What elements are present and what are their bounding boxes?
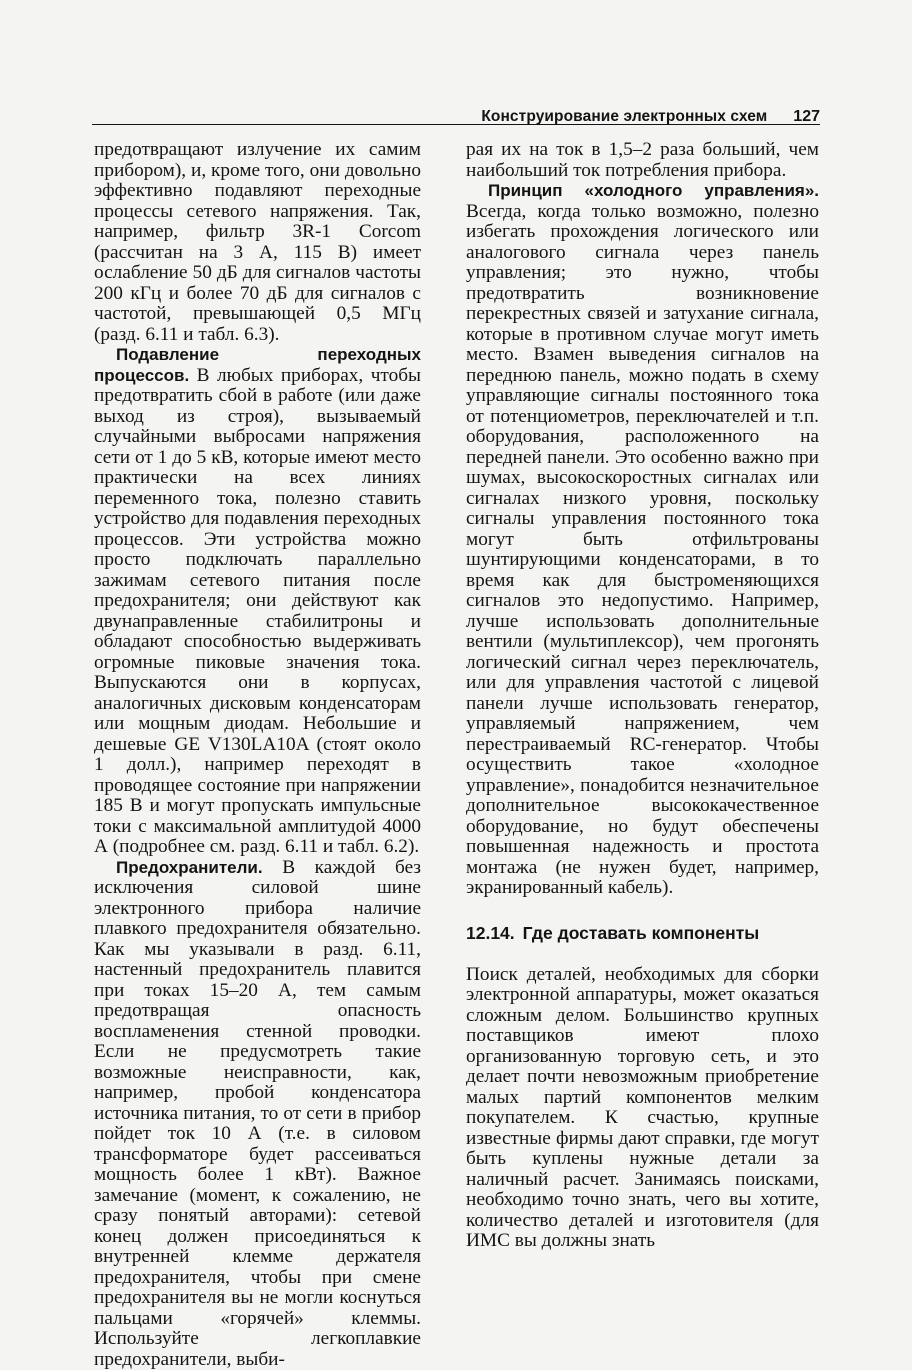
header-rule bbox=[92, 124, 820, 125]
paragraph-fuses-continued: рая их на ток в 1,5–2 раза больший, чем наибольший ток потребления прибора. bbox=[466, 140, 819, 181]
running-header bbox=[92, 100, 820, 126]
paragraph-filters-continued: предотвращают излучение их самим прибором), и, кроме того, они довольно эффективно подавляют переходные процессы сетевого напряжения. Так, например, фильтр 3R-1 Corcom (рассчитан на 3 А, 115 В) имеет ослабление 50 дБ для сигналов частоты 200 кГц и более 70 дБ для сигналов с частотой, превышающей 0,5 МГц (разд. 6.11 и табл. 6.3). bbox=[94, 140, 421, 345]
paragraph-text: В любых приборах, чтобы предотвратить сбой в работе (или даже выход из строя), вызываемый случайными выбросами напряжения сети от 1 до 5 кВ, которые имеют место практически на всех линиях переменного тока, полезно ставить устройство для подавления переходных процессов. Эти устройства можно просто подключать параллельно зажимам сетевого питания после предохранителя; они действуют как двунаправленные стабилитроны и обладают способностью выдерживать огромные пиковые значения тока. Выпускаются они в корпусах, аналогичных дисковым конденсаторам или мощным диодам. Небольшие и дешевые GE V130LA10A (стоят около 1 долл.), например переходят в проводящее состояние при напряжении 185 В и могут пропускать импульсные токи с максимальной амплитудой 4000 А (подробнее см. разд. 6.11 и табл. 6.2). bbox=[94, 365, 421, 858]
section-number: 12.14. bbox=[466, 923, 515, 943]
paragraph-text: Всегда, когда только возможно, полезно избегать прохождения логического или аналогового сигнала через панель управления; это нужно, чтобы предотвратить возникновение перекрестных связей и затухание сигнала, которые в противном случае могут иметь место. Взамен выведения сигналов на переднюю панель, можно подать в схему управляющие сигналы постоянного тока от потенциометров, переключателей и т.п. оборудования, расположенного на передней панели. Это особенно важно при шумах, высокоскоростных сигналах или сигналах низкого уровня, поскольку сигналы управления постоянного тока могут быть отфильтрованы шунтирующими конденсаторами, в то время как для быстроменяющихся сигналов это недопустимо. Например, лучше использовать дополнительные вентили (мультиплексор), чем прогонять логический сигнал через переключатель, или для управления частотой с лицевой панели лучше использовать генератор, управляемый напряжением, чем перестраиваемый RC-генератор. Чтобы осуществить такое «холодное управление», понадобится незначительное дополнительное высококачественное оборудование, но будут обеспечены повышенная надежность и простота монтажа (не нужен будет, например, экранированный кабель). bbox=[466, 201, 819, 899]
running-header-title: Конструирование электронных схем bbox=[481, 108, 767, 126]
section-heading bbox=[466, 923, 819, 943]
run-in-heading-transient-suppression: Подавление переходных процессов. bbox=[94, 345, 421, 385]
section-title: Где доставать компоненты bbox=[523, 923, 760, 943]
page-number: 127 bbox=[793, 108, 820, 126]
run-in-heading-cold-control: Принцип «холодного управления». bbox=[488, 181, 819, 200]
paragraph-text: В каждой без исключения силовой шине электронного прибора наличие плавкого предохранителя обязательно. Как мы указывали в разд. 6.11, настенный предохранитель плавится при токах 15–20 А, тем самым предотвращая опасность воспламенения стенной проводки. Если не предусмотреть такие возможные неисправности, как, например, пробой конденсатора источника питания, то от сети в прибор пойдет ток 10 А (т.е. в силовом трансформаторе будет рассеиваться мощность более 1 кВт). Важное замечание (момент, к сожалению, не сразу понятый авторами): сетевой конец должен присоединяться к внутренней клемме держателя предохранителя, чтобы при смене предохранителя вы не могли коснуться пальцами «горячей» клеммы. Используйте легкоплавкие предохранители, выби- bbox=[94, 857, 421, 1370]
paragraph-transient-suppression bbox=[94, 345, 421, 858]
run-in-heading-fuses: Предохранители. bbox=[116, 858, 263, 877]
right-column bbox=[466, 140, 819, 1252]
paragraph-where-to-get-components: Поиск деталей, необходимых для сборки электронной аппаратуры, может оказаться сложным делом. Большинство крупных поставщиков имеют плохо организованную торговую сеть, и это делает почти невозможным приобретение малых партий компонентов мелким покупателем. К счастью, крупные известные фирмы дают справки, где могут быть куплены нужные детали за наличный расчет. Занимаясь поисками, необходимо точно знать, чего вы хотите, количество деталей и изготовителя (для ИМС вы должны знать bbox=[466, 965, 819, 1252]
paragraph-cold-control bbox=[466, 181, 819, 899]
left-column bbox=[94, 140, 421, 1370]
paragraph-fuses bbox=[94, 858, 421, 1370]
